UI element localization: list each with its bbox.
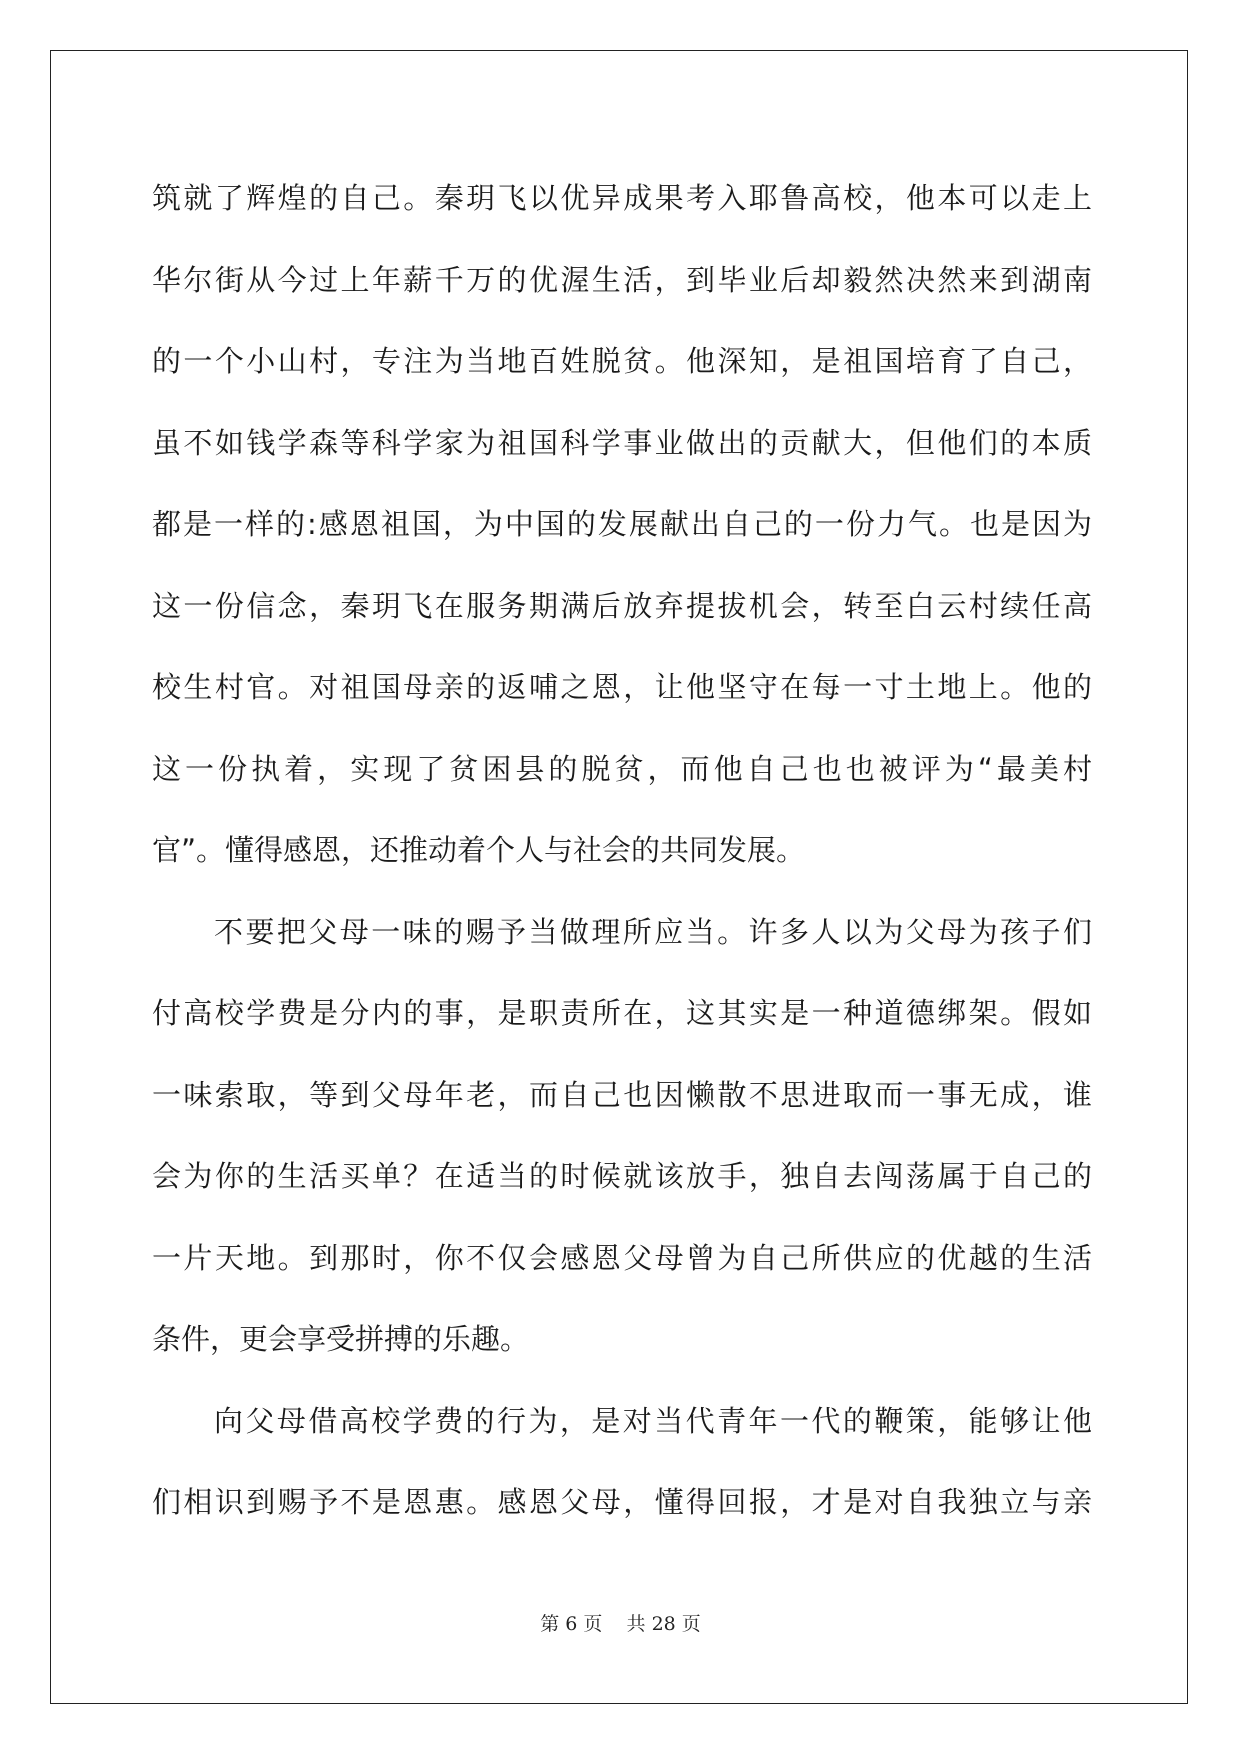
text-line: 虽不如钱学森等科学家为祖国科学事业做出的贡献大，但他们的本质	[152, 425, 1092, 460]
text-line: 会为你的生活买单？在适当的时候就该放手，独自去闯荡属于自己的	[152, 1159, 1092, 1193]
text-line: 这一份执着，实现了贫困县的脱贫，而他自己也也被评为“最美村	[152, 751, 1092, 786]
text-line: 们相识到赐予不是恩惠。感恩父母，懂得回报，才是对自我独立与亲	[152, 1485, 1092, 1519]
text-line: 都是一样的:感恩祖国，为中国的发展献出自己的一份力气。也是因为	[152, 507, 1092, 541]
text-line: 付高校学费是分内的事，是职责所在，这其实是一种道德绑架。假如	[152, 996, 1092, 1030]
page-footer	[0, 1609, 1241, 1636]
text-line: 这一份信念，秦玥飞在服务期满后放弃提拔机会，转至白云村续任高	[152, 588, 1092, 623]
text-line: 的一个小山村，专注为当地百姓脱贫。他深知，是祖国培育了自己，	[152, 344, 1092, 378]
text-line: 一味索取，等到父母年老，而自己也因懒散不思进取而一事无成，谁	[152, 1077, 1092, 1112]
text-line: 一片天地。到那时，你不仅会感恩父母曾为自己所供应的优越的生活	[152, 1240, 1092, 1275]
text-line: 筑就了辉煌的自己。秦玥飞以优异成果考入耶鲁高校，他本可以走上	[152, 181, 1092, 215]
page-number-label: 第 6 页 共 28 页	[540, 1613, 701, 1635]
text-line: 华尔街从今过上年薪千万的优渥生活，到毕业后却毅然决然来到湖南	[152, 262, 1092, 297]
text-line: 不要把父母一味的赐予当做理所应当。许多人以为父母为孩子们	[214, 914, 1092, 949]
text-line: 官”。懂得感恩，还推动着个人与社会的共同发展。	[152, 833, 806, 867]
text-line: 校生村官。对祖国母亲的返哺之恩，让他坚守在每一寸土地上。他的	[152, 670, 1092, 704]
document-body	[152, 158, 1092, 1544]
text-line: 向父母借高校学费的行为，是对当代青年一代的鞭策，能够让他	[214, 1403, 1092, 1438]
text-line: 条件，更会享受拼搏的乐趣。	[152, 1322, 530, 1356]
